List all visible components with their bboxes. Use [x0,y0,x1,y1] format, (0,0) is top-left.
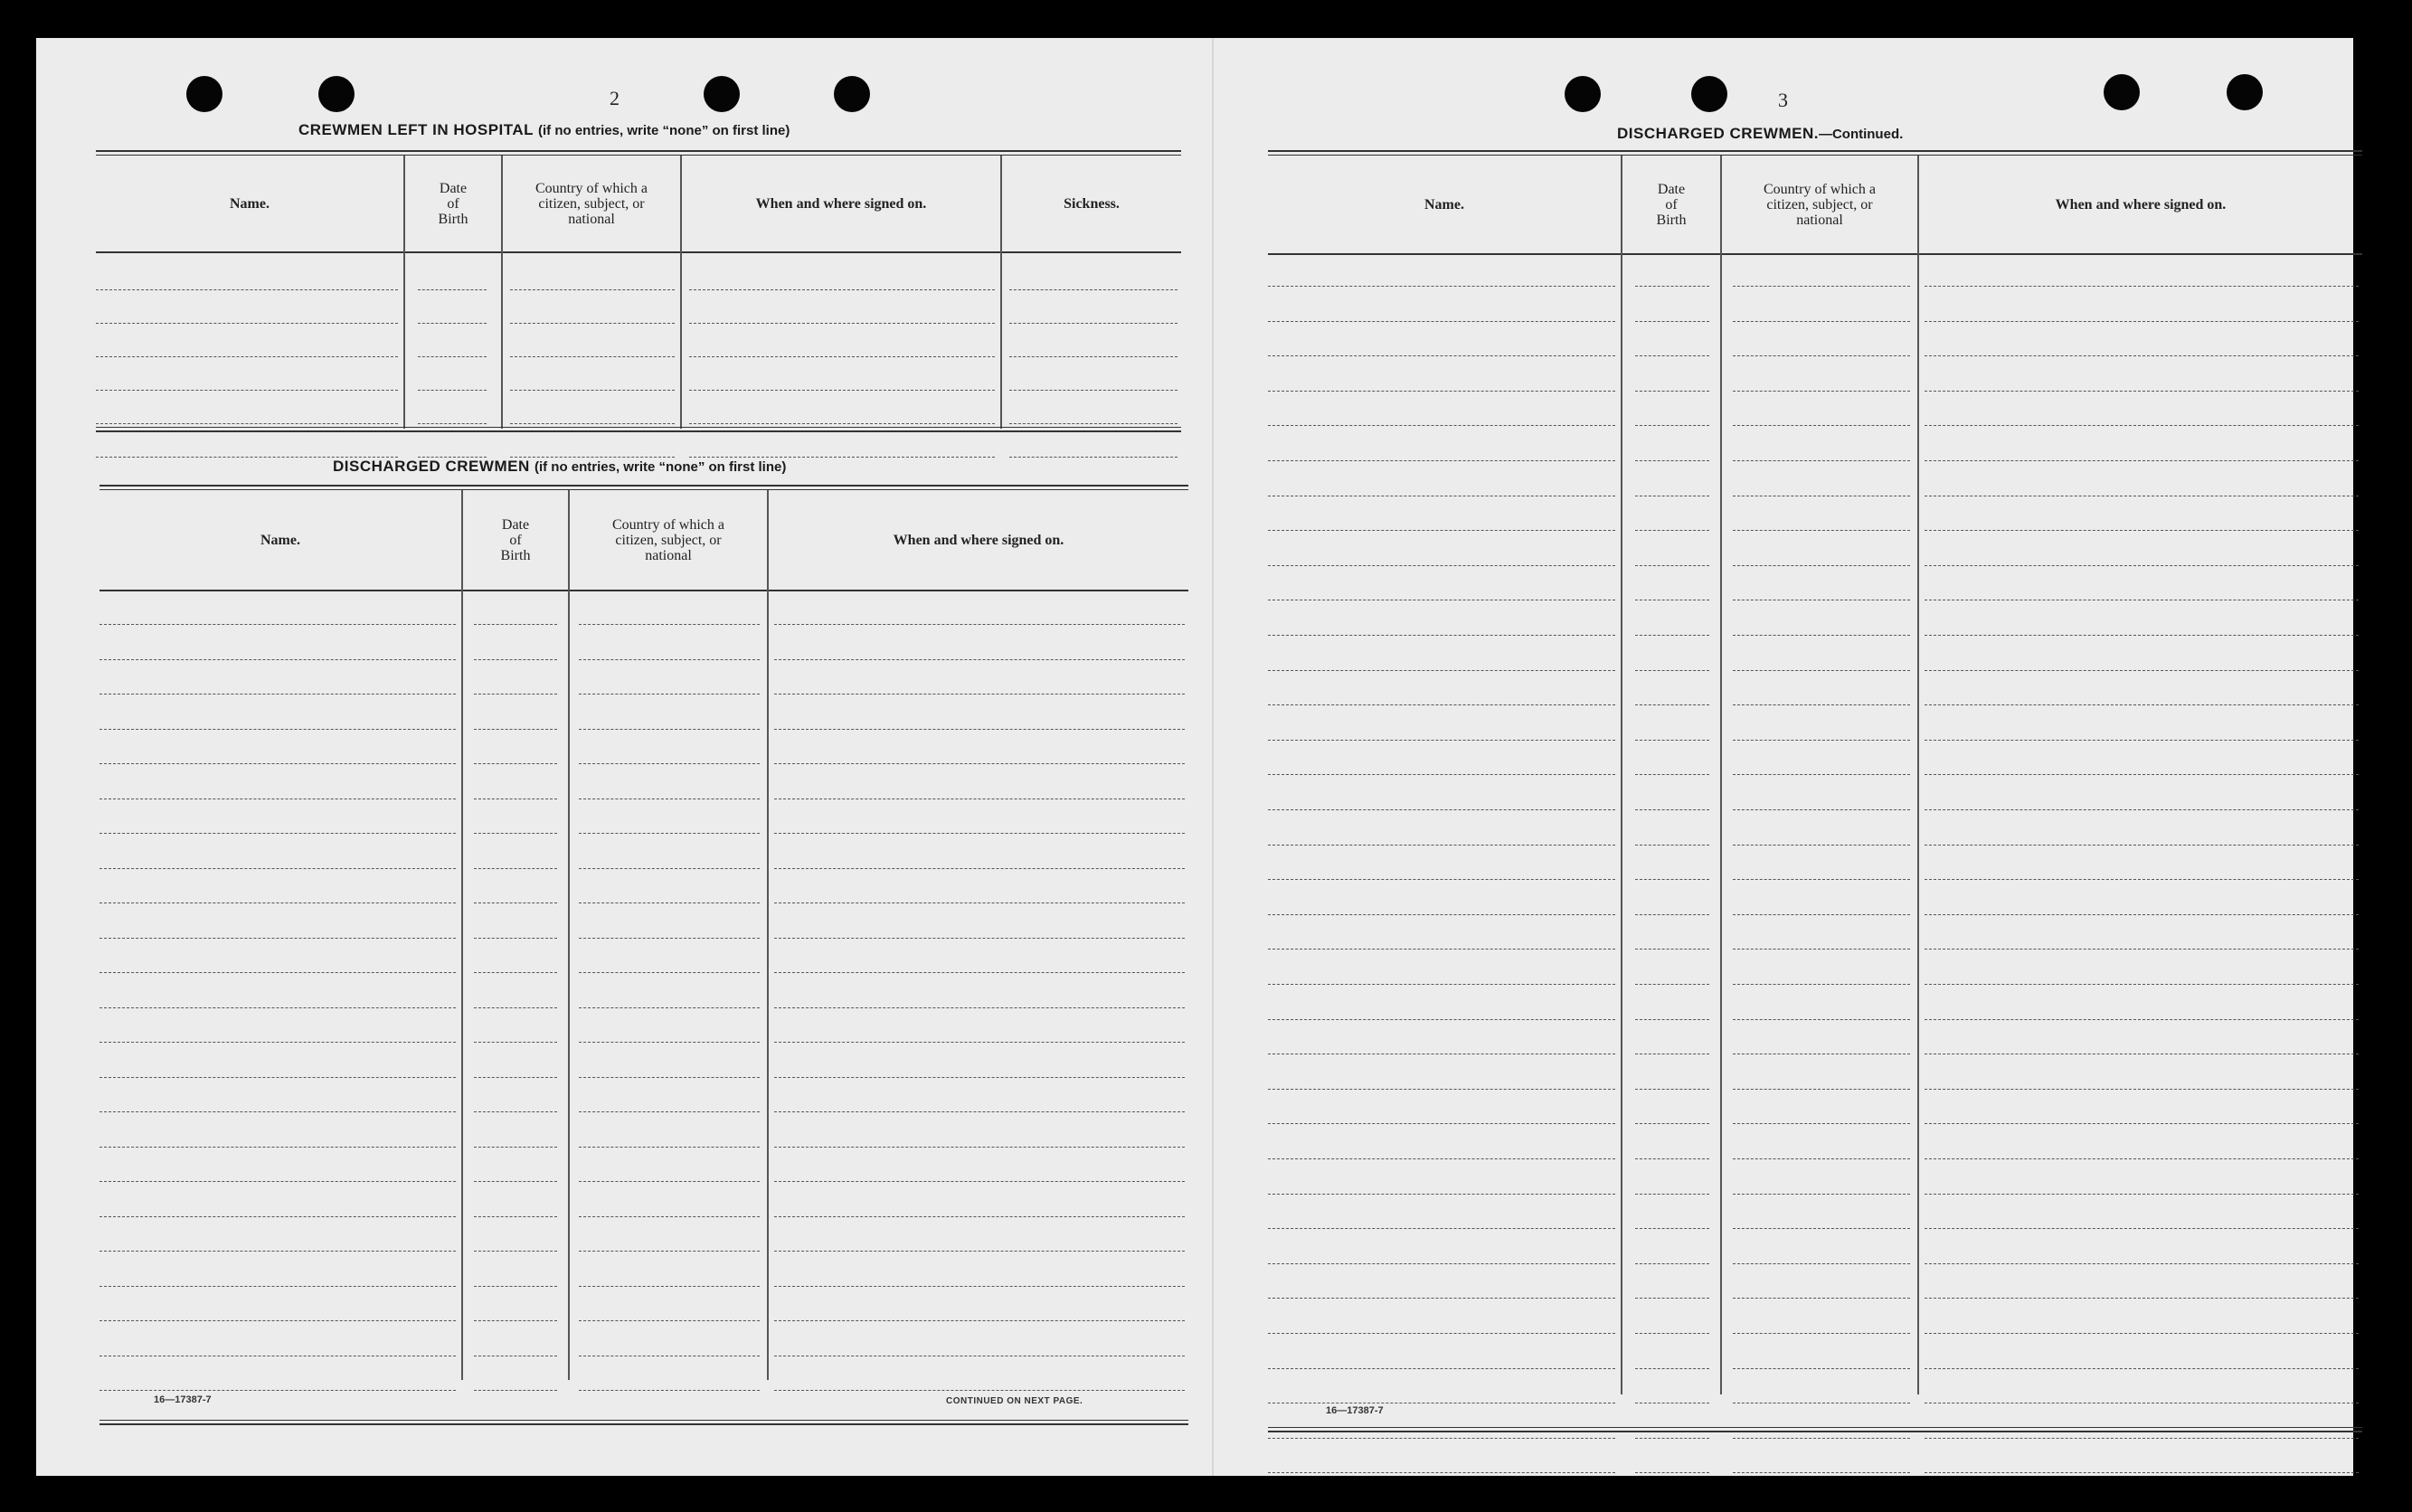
entry-line [418,390,487,391]
entry-line [1925,355,2359,356]
entry-line [1268,1472,1615,1473]
entry-line [1925,774,2359,775]
entry-line [1925,1089,2359,1090]
entry-line [1635,1472,1709,1473]
entry-line [1733,286,1910,287]
entry-line [1733,740,1910,741]
entry-line [774,1286,1185,1287]
entry-line [1635,565,1709,566]
entry-line [1009,457,1178,458]
punch-hole [834,76,870,112]
entry-line [1925,670,2359,671]
entry-line [1268,355,1615,356]
entry-line [774,1251,1185,1252]
entry-line [474,833,557,834]
entry-line [99,694,456,695]
entry-line [1925,1194,2359,1195]
entry-line [774,763,1185,764]
entry-line [474,902,557,903]
entry-line [579,624,760,625]
entry-line [1733,670,1910,671]
entry-line [1733,984,1910,985]
entry-line [1268,425,1615,426]
entry-line [774,1390,1185,1391]
entry-line [1268,949,1615,950]
entry-line [1925,425,2359,426]
col-header-country: Country of which a citizen, subject, or national [535,180,648,227]
entry-line [1733,1228,1910,1229]
entry-line [1733,879,1910,880]
entry-line [1733,774,1910,775]
entry-line [774,694,1185,695]
entry-line [474,624,557,625]
entry-line [1635,1123,1709,1124]
entry-line [1733,1019,1910,1020]
entry-line [1733,355,1910,356]
punch-hole [2104,74,2140,110]
entry-line [99,1181,456,1182]
entry-line [1635,1158,1709,1159]
entry-line [1635,879,1709,880]
entry-line [99,972,456,973]
entry-line [1635,1019,1709,1020]
entry-line [1733,565,1910,566]
entry-line [510,423,675,424]
entry-line [1268,1123,1615,1124]
entry-line [510,390,675,391]
discharged-section-title [333,458,786,476]
entry-line [774,1181,1185,1182]
entry-line [1925,1368,2359,1369]
entry-line [1268,774,1615,775]
entry-line [1635,774,1709,775]
entry-line [774,1111,1185,1112]
entry-line [1733,1123,1910,1124]
entry-line [1925,1019,2359,1020]
entry-line [99,729,456,730]
entry-line [1635,460,1709,461]
entry-line [1925,530,2359,531]
entry-line [1268,1368,1615,1369]
entry-line [1635,1194,1709,1195]
entry-line [689,289,995,290]
col-header-dob: Date of Birth [500,516,531,563]
entry-line [1925,740,2359,741]
entry-line [1925,1298,2359,1299]
entry-line [774,1216,1185,1217]
entry-line [579,938,760,939]
entry-line [1925,565,2359,566]
entry-line [579,972,760,973]
entry-line [1268,670,1615,671]
entry-line [774,938,1185,939]
entry-line [774,729,1185,730]
entry-line [1635,286,1709,287]
col-header-dob: Date of Birth [1656,181,1687,228]
entry-line [474,1042,557,1043]
table-top-rule [1268,150,2362,156]
entry-line [474,1286,557,1287]
entry-line [579,1320,760,1321]
entry-line [474,1007,557,1008]
col-header-name: Name. [1424,196,1464,213]
entry-line [1733,530,1910,531]
document-sheet [36,38,2353,1476]
entry-line [99,1390,456,1391]
entry-line [1268,1019,1615,1020]
entry-line [99,763,456,764]
continued-title-suffix: —Continued. [1818,127,1904,142]
entry-line [1268,460,1615,461]
entry-line [1635,809,1709,810]
form-code: 16—17387-7 [154,1394,212,1405]
col-header-name: Name. [230,195,270,212]
entry-line [418,423,487,424]
entry-line [96,323,398,324]
entry-line [1268,1228,1615,1229]
entry-line [1635,914,1709,915]
entry-line [1733,1263,1910,1264]
entry-line [579,1390,760,1391]
entry-line [579,1286,760,1287]
entry-line [1925,984,2359,985]
entry-line [474,1251,557,1252]
entry-line [1925,1438,2359,1439]
entry-line [96,356,398,357]
entry-line [418,356,487,357]
entry-line [1635,635,1709,636]
entry-line [1635,1438,1709,1439]
entry-line [474,1216,557,1217]
entry-line [99,1077,456,1078]
entry-line [1733,704,1910,705]
entry-line [96,423,398,424]
entry-line [474,1147,557,1148]
entry-line [1733,1158,1910,1159]
entry-line [1925,914,2359,915]
entry-line [1009,289,1178,290]
col-header-dob: Date of Birth [438,180,468,227]
entry-line [474,1181,557,1182]
entry-line [1925,809,2359,810]
entry-line [579,763,760,764]
entry-line [474,694,557,695]
entry-line [1925,949,2359,950]
punch-hole [2227,74,2263,110]
entry-line [1635,1089,1709,1090]
col-header-signed-on: When and where signed on. [755,195,927,212]
entry-line [1635,740,1709,741]
entry-line [1268,740,1615,741]
entry-line [96,390,398,391]
entry-line [1268,635,1615,636]
entry-line [579,1216,760,1217]
column-divider [461,490,463,1380]
entry-line [1009,390,1178,391]
entry-line [99,833,456,834]
entry-line [1635,355,1709,356]
entry-line [1925,321,2359,322]
entry-line [1635,1368,1709,1369]
column-divider [767,490,769,1380]
entry-line [1268,845,1615,846]
entry-line [510,323,675,324]
entry-line [418,289,487,290]
form-code: 16—17387-7 [1326,1405,1384,1416]
entry-line [1925,1123,2359,1124]
entry-line [1925,286,2359,287]
continued-note: CONTINUED ON NEXT PAGE. [946,1396,1083,1406]
entry-line [1635,321,1709,322]
entry-line [774,1320,1185,1321]
entry-line [689,390,995,391]
hospital-table [96,150,1181,472]
discharged-table [99,485,1188,1452]
entry-line [1925,460,2359,461]
entry-line [579,902,760,903]
entry-line [99,1147,456,1148]
entry-line [1635,949,1709,950]
entry-line [1733,1333,1910,1334]
discharged-title-text: DISCHARGED CREWMEN [333,458,530,475]
entry-line [1925,1263,2359,1264]
column-divider [1621,156,1622,1394]
entry-line [1635,1263,1709,1264]
entry-line [1268,914,1615,915]
table-bottom-rule [1268,1427,2362,1432]
entry-line [579,694,760,695]
entry-line [1635,670,1709,671]
entry-line [689,323,995,324]
entry-line [1268,1194,1615,1195]
punch-hole [1565,76,1601,112]
entry-line [474,763,557,764]
entry-line [1268,530,1615,531]
entry-line [474,1111,557,1112]
entry-line [1733,809,1910,810]
entry-line [1635,530,1709,531]
header-bottom-rule [1268,253,2362,255]
entry-line [774,833,1185,834]
entry-line [99,1286,456,1287]
entry-line [774,1007,1185,1008]
entry-line [1733,1438,1910,1439]
entry-line [1733,845,1910,846]
entry-line [1733,635,1910,636]
entry-line [579,1251,760,1252]
discharged-continued-table [1268,150,2362,1452]
entry-line [474,868,557,869]
entry-line [1925,1158,2359,1159]
entry-line [774,659,1185,660]
entry-line [1268,1263,1615,1264]
entry-line [510,356,675,357]
entry-line [474,938,557,939]
entry-line [774,1042,1185,1043]
table-bottom-rule [99,1420,1188,1425]
entry-line [1733,914,1910,915]
punch-hole [704,76,740,112]
entry-line [1733,1089,1910,1090]
col-header-signed-on: When and where signed on. [893,532,1064,548]
entry-line [1268,984,1615,985]
entry-line [1635,704,1709,705]
entry-line [1635,1333,1709,1334]
table-top-rule [99,485,1188,490]
entry-line [99,659,456,660]
column-divider [1720,156,1722,1394]
entry-line [1268,1438,1615,1439]
entry-line [1925,635,2359,636]
punch-hole [318,76,355,112]
entry-line [474,1390,557,1391]
punch-hole [1691,76,1727,112]
entry-line [579,1181,760,1182]
entry-line [474,1320,557,1321]
entry-line [1733,460,1910,461]
col-header-sickness: Sickness. [1064,195,1120,212]
entry-line [1009,356,1178,357]
col-header-country: Country of which a citizen, subject, or national [612,516,724,563]
entry-line [99,868,456,869]
entry-line [1268,809,1615,810]
entry-line [1635,984,1709,985]
entry-line [689,423,995,424]
entry-line [1733,425,1910,426]
column-divider [568,490,570,1380]
header-bottom-rule [99,590,1188,591]
entry-line [99,938,456,939]
entry-line [1925,391,2359,392]
entry-line [1925,845,2359,846]
entry-line [1733,949,1910,950]
col-header-country: Country of which a citizen, subject, or national [1764,181,1876,228]
entry-line [1268,704,1615,705]
entry-line [1733,391,1910,392]
entry-line [99,1007,456,1008]
entry-line [99,1111,456,1112]
left-page [36,38,1212,1476]
entry-line [1268,1333,1615,1334]
entry-line [1268,879,1615,880]
entry-line [1733,1472,1910,1473]
hospital-title-note: (if no entries, write “none” on first line) [538,123,790,138]
entry-line [99,902,456,903]
entry-line [1635,1228,1709,1229]
entry-line [1925,704,2359,705]
entry-line [774,868,1185,869]
entry-line [579,833,760,834]
entry-line [99,624,456,625]
entry-line [579,1111,760,1112]
entry-line [774,972,1185,973]
entry-line [510,289,675,290]
entry-line [579,729,760,730]
entry-line [99,1320,456,1321]
entry-line [579,1042,760,1043]
entry-line [474,1077,557,1078]
entry-line [579,1007,760,1008]
table-bottom-rule [96,427,1181,432]
header-bottom-rule [96,251,1181,253]
entry-line [474,972,557,973]
continued-title-text: DISCHARGED CREWMEN. [1617,125,1819,142]
punch-hole [186,76,222,112]
entry-line [1635,391,1709,392]
discharged-title-note: (if no entries, write “none” on first line) [534,459,787,475]
page-number: 2 [610,87,620,109]
entry-line [1268,1089,1615,1090]
entry-line [1268,565,1615,566]
page-number: 3 [1778,89,1788,111]
col-header-signed-on: When and where signed on. [2055,196,2227,213]
entry-line [1925,1333,2359,1334]
entry-line [774,1147,1185,1148]
entry-line [774,624,1185,625]
entry-line [579,1077,760,1078]
entry-line [474,729,557,730]
entry-line [579,1147,760,1148]
entry-line [1925,879,2359,880]
entry-line [579,868,760,869]
entry-line [1268,1158,1615,1159]
table-top-rule [96,150,1181,156]
entry-line [1635,425,1709,426]
entry-line [774,902,1185,903]
discharged-continued-title [1617,125,1903,143]
entry-line [1635,845,1709,846]
entry-line [1733,1368,1910,1369]
entry-line [1268,286,1615,287]
entry-line [1733,1194,1910,1195]
right-page [1212,38,2353,1476]
entry-line [99,1042,456,1043]
entry-line [1009,423,1178,424]
entry-line [1009,323,1178,324]
entry-line [474,659,557,660]
entry-line [1268,391,1615,392]
column-divider [1917,156,1919,1394]
entry-line [579,659,760,660]
entry-line [1268,321,1615,322]
entry-line [418,323,487,324]
entry-line [1733,1298,1910,1299]
entry-line [99,1251,456,1252]
entry-line [1925,1228,2359,1229]
entry-line [1635,1298,1709,1299]
entry-line [1733,321,1910,322]
hospital-title-text: CREWMEN LEFT IN HOSPITAL [298,121,534,138]
entry-line [1268,1298,1615,1299]
hospital-section-title [298,121,790,139]
entry-line [99,1216,456,1217]
entry-line [96,289,398,290]
col-header-name: Name. [260,532,300,548]
entry-line [774,1077,1185,1078]
entry-line [1925,1472,2359,1473]
entry-line [689,356,995,357]
